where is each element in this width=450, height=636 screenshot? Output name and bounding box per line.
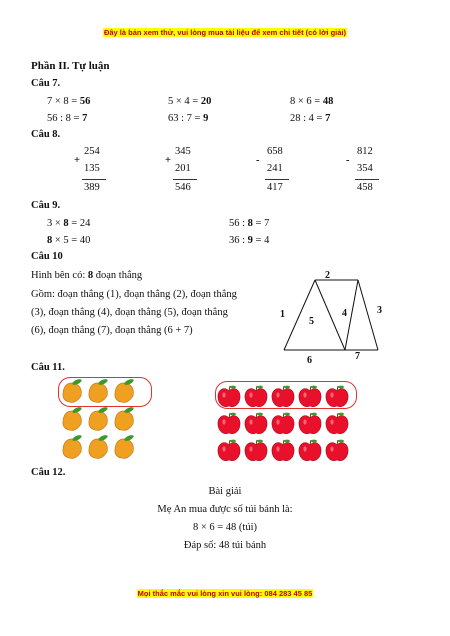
q7-item-6: 28 : 4 = 7: [290, 113, 331, 124]
q7-item-5: 63 : 7 = 9: [168, 113, 209, 124]
apple-icon: [326, 440, 348, 461]
apple-icon: [326, 386, 348, 407]
apple-group: [215, 380, 360, 468]
q10-line-2: Gồm: đoạn thẳng (1), đoạn thẳng (2), đoạn thẳng: [31, 289, 237, 300]
apple-icon: [272, 440, 294, 461]
fig-label-2: 2: [325, 270, 330, 281]
q10-line-3: (3), đoạn thẳng (4), đoạn thẳng (5), đoạn thẳng: [31, 307, 228, 318]
q12-line-3: 8 × 6 = 48 (túi): [192, 522, 258, 533]
segment-figure: [270, 268, 400, 368]
fig-label-4: 4: [342, 308, 347, 319]
q8-label: Câu 8.: [31, 129, 61, 140]
top-banner: Đây là bản xem thử, vui lòng mua tài liệu để xem chi tiết (có lời giải): [103, 28, 347, 37]
q7-item-2: 5 × 4 = 20: [168, 96, 212, 107]
q12-line-1: Bài giải: [208, 486, 242, 497]
q9-label: Câu 9.: [31, 200, 61, 211]
q7-item-4: 56 : 8 = 7: [47, 113, 88, 124]
q10-label: Câu 10: [31, 251, 63, 262]
q12-line-4: Đáp số: 48 túi bánh: [183, 540, 267, 551]
q11-label: Câu 11.: [31, 362, 65, 373]
apple-icon: [218, 413, 240, 434]
mango-icon: [63, 434, 83, 459]
apple-icon: [245, 413, 267, 434]
apple-icon: [218, 440, 240, 461]
fig-label-5: 5: [309, 316, 314, 327]
mango-icon: [63, 378, 83, 403]
q10-line-4: (6), đoạn thẳng (7), đoạn thẳng (6 + 7): [31, 325, 193, 336]
q12-line-2: Mẹ An mua được số túi bánh là:: [157, 504, 293, 515]
fig-label-6: 6: [307, 355, 312, 366]
apple-icon: [245, 440, 267, 461]
fig-label-1: 1: [280, 309, 285, 320]
apple-icon: [218, 386, 240, 407]
mango-icon: [115, 378, 135, 403]
apple-icon: [299, 440, 321, 461]
q7-label: Câu 7.: [31, 78, 61, 89]
mango-icon: [89, 378, 109, 403]
q9-right-1: 56 : 8 = 7: [229, 218, 270, 229]
bottom-banner: Mọi thắc mắc vui lòng xin vui lòng: 084 283 45 85: [137, 589, 313, 598]
fig-label-7: 7: [355, 351, 360, 362]
q9-left-2: 8 × 5 = 40: [47, 235, 91, 246]
mango-icon: [115, 434, 135, 459]
apple-icon: [272, 386, 294, 407]
apple-icon: [299, 386, 321, 407]
mango-icon: [63, 406, 83, 431]
q7-item-1: 7 × 8 = 56: [47, 96, 91, 107]
q12-label: Câu 12.: [31, 467, 66, 478]
q10-line-1: Hình bên có: 8 đoạn thẳng: [31, 270, 143, 281]
q7-item-3: 8 × 6 = 48: [290, 96, 334, 107]
apple-icon: [299, 413, 321, 434]
fig-label-3: 3: [377, 305, 382, 316]
mango-icon: [89, 434, 109, 459]
mango-group: [60, 376, 160, 466]
q9-left-1: 3 × 8 = 24: [47, 218, 91, 229]
q9-right-2: 36 : 9 = 4: [229, 235, 270, 246]
mango-icon: [115, 406, 135, 431]
apple-icon: [326, 413, 348, 434]
section-title: Phần II. Tự luận: [31, 60, 110, 72]
apple-icon: [245, 386, 267, 407]
mango-icon: [89, 406, 109, 431]
apple-icon: [272, 413, 294, 434]
